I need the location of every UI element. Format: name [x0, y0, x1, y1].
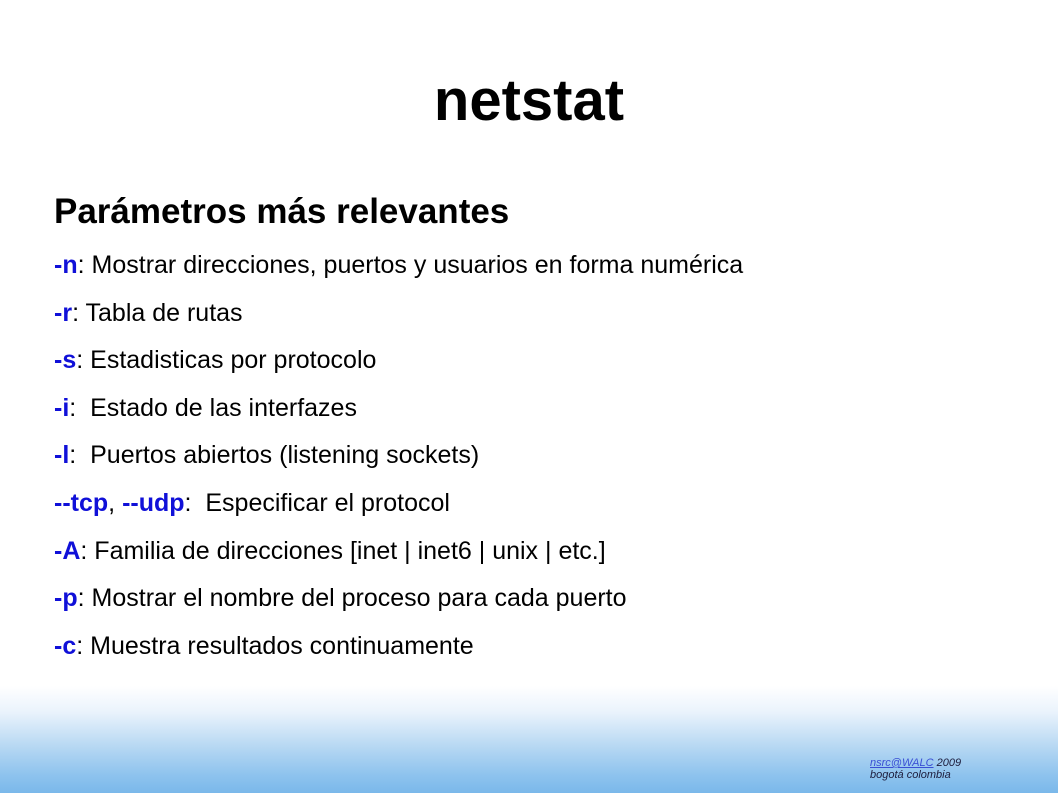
param-s: [54, 345, 743, 393]
param-l: [54, 440, 743, 488]
param-c: [54, 631, 743, 679]
param-A: [54, 536, 743, 584]
footer-email-link[interactable]: nsrc@WALC: [870, 757, 934, 769]
param-r: [54, 298, 743, 346]
param-description: Especificar el protocol: [205, 488, 450, 517]
param-flag: --tcp: [54, 488, 109, 517]
parameter-list: [54, 250, 743, 678]
param-i: [54, 393, 743, 441]
param-description: Familia de direcciones [inet | inet6 | unix | etc.]: [94, 536, 606, 565]
param-description: Muestra resultados continuamente: [90, 631, 474, 660]
param-description: Estadisticas por protocolo: [90, 346, 377, 375]
param-description: Mostrar direcciones, puertos y usuarios en forma numérica: [91, 251, 744, 279]
param-tcp-udp: [54, 488, 743, 536]
param-separator: :: [76, 631, 91, 660]
param-separator: :: [72, 298, 86, 327]
param-description: Puertos abiertos (listening sockets): [90, 441, 480, 470]
slide-subtitle: Parámetros más relevantes: [54, 192, 510, 231]
param-separator: :: [80, 536, 95, 565]
footer-credit-line: [870, 757, 961, 769]
param-flag: -p: [54, 584, 78, 613]
param-flag: -c: [54, 631, 77, 660]
param-separator: :: [77, 584, 92, 613]
param-flag: -i: [54, 393, 70, 422]
footer-location: bogotá colombia: [870, 769, 951, 781]
param-description: Estado de las interfazes: [90, 393, 357, 422]
param-n: [54, 250, 743, 298]
param-p: [54, 583, 743, 631]
param-description: Mostrar el nombre del proceso para cada puerto: [91, 584, 627, 613]
param-flag: -s: [54, 346, 77, 375]
param-flag: -n: [54, 251, 78, 279]
param-separator: :: [77, 251, 92, 279]
param-separator: ,: [108, 488, 123, 517]
param-separator: :: [69, 441, 91, 470]
param-flag: -l: [54, 441, 70, 470]
param-flag: -r: [54, 298, 73, 327]
param-flag-secondary: --udp: [122, 488, 185, 517]
slide-footer: [870, 757, 961, 781]
param-separator: :: [76, 346, 91, 375]
param-description: Tabla de rutas: [85, 298, 243, 327]
param-flag: -A: [54, 536, 81, 565]
param-separator: :: [69, 393, 91, 422]
slide-title: netstat: [433, 68, 625, 133]
footer-year: 2009: [933, 757, 962, 769]
param-separator: :: [184, 488, 206, 517]
